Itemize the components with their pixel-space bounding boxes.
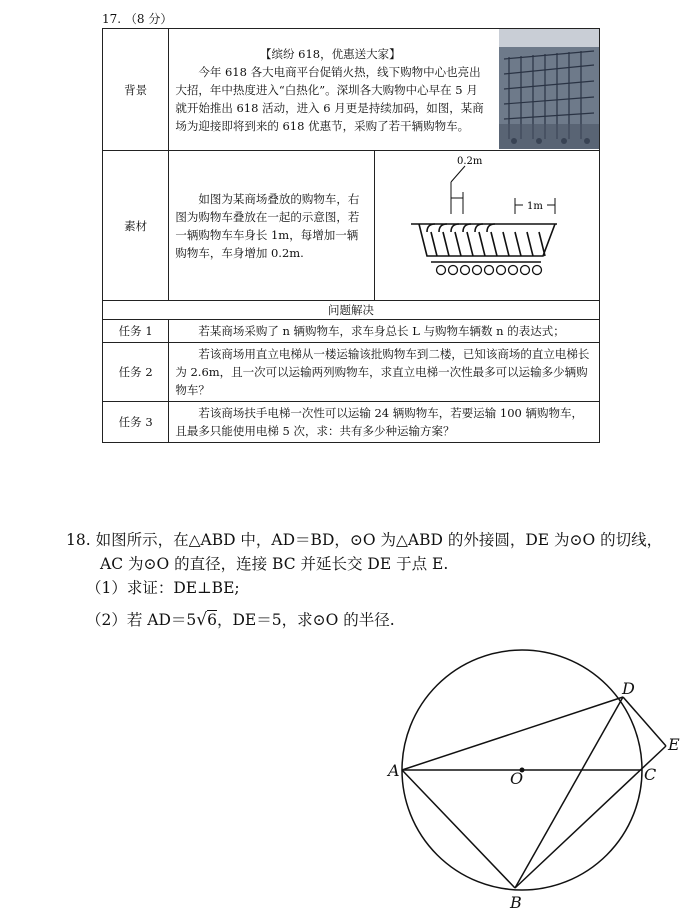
sqrt-radicand: 6 — [207, 611, 217, 629]
task-3-label: 任务 3 — [103, 402, 169, 443]
tangent-de — [623, 697, 666, 746]
point-label-o: O — [510, 769, 524, 788]
circle-geometry-figure — [380, 640, 693, 913]
point-label-e: E — [668, 735, 680, 754]
background-title: 【缤纷 618，优惠送大家】 — [260, 46, 401, 61]
question-17-table — [102, 28, 600, 443]
label-0-2m: 0.2m — [456, 155, 483, 167]
question-18 — [66, 528, 681, 632]
section-title: 问题解决 — [103, 301, 600, 320]
point-label-a: A — [388, 761, 400, 780]
material-text-cell — [169, 151, 375, 301]
material-label: 素材 — [103, 151, 169, 301]
q18-part1: （1）求证：DE⊥BE; — [86, 579, 240, 597]
point-label-d: D — [622, 679, 635, 698]
segment-ad — [402, 697, 623, 770]
cart-stack-diagram — [375, 152, 599, 300]
q18-part2-prefix: （2）若 AD＝5 — [86, 611, 197, 629]
q18-part2 — [66, 608, 681, 632]
task-1-text: 若某商场采购了 n 辆购物车，求车身总长 L 与购物车辆数 n 的表达式； — [198, 324, 565, 338]
sqrt-symbol: √ — [196, 610, 208, 630]
question-17-number: 17. （8 分） — [102, 12, 173, 26]
q18-line1: 18. 如图所示，在△ABD 中，AD＝BD，⊙O 为△ABD 的外接圆，DE 为⊙O 的切线， — [66, 531, 663, 549]
point-label-c: C — [644, 765, 657, 784]
background-cell — [169, 29, 600, 151]
segment-db — [515, 697, 623, 888]
task-3-text: 若该商场扶手电梯一次性可以运输 24 辆购物车，若要运输 100 辆购物车，且最多只能使用电梯 5 次，求：共有多少种运输方案？ — [175, 406, 584, 438]
point-label-b: B — [510, 893, 522, 912]
background-text: 今年 618 各大电商平台促销火热，线下购物中心也亮出大招，年中热度进入“白热化”。深圳各大购物中心早在 5 月就开始推出 618 活动，进入 6 月更是持续加码，如图，某商场为迎接即将到来的 618 优惠节，采购了若干辆购物车。 — [175, 64, 484, 133]
background-label: 背景 — [103, 29, 169, 151]
shopping-cart-photo — [499, 29, 599, 149]
material-figure-cell — [374, 151, 599, 301]
material-text: 如图为某商场叠放的购物车，右图为购物车叠放在一起的示意图，若一辆购物车车身长 1m，每增加一辆购物车，车身增加 0.2m. — [175, 191, 360, 260]
task-2-label: 任务 2 — [103, 343, 169, 402]
q18-part2-suffix: ，DE＝5，求⊙O 的半径. — [217, 611, 395, 629]
task-2-cell — [169, 343, 600, 402]
q18-line2: AC 为⊙O 的直径，连接 BC 并延长交 DE 于点 E. — [100, 555, 449, 573]
task-3-cell — [169, 402, 600, 443]
task-2-text: 若该商场用直立电梯从一楼运输该批购物车到二楼，已知该商场的直立电梯长为 2.6m，且一次可以运输两列购物车，求直立电梯一次性最多可以运输多少辆购物车？ — [175, 347, 590, 397]
task-1-label: 任务 1 — [103, 320, 169, 343]
label-1m: 1m — [526, 200, 543, 212]
task-1-cell — [169, 320, 600, 343]
segment-ab — [402, 770, 515, 888]
